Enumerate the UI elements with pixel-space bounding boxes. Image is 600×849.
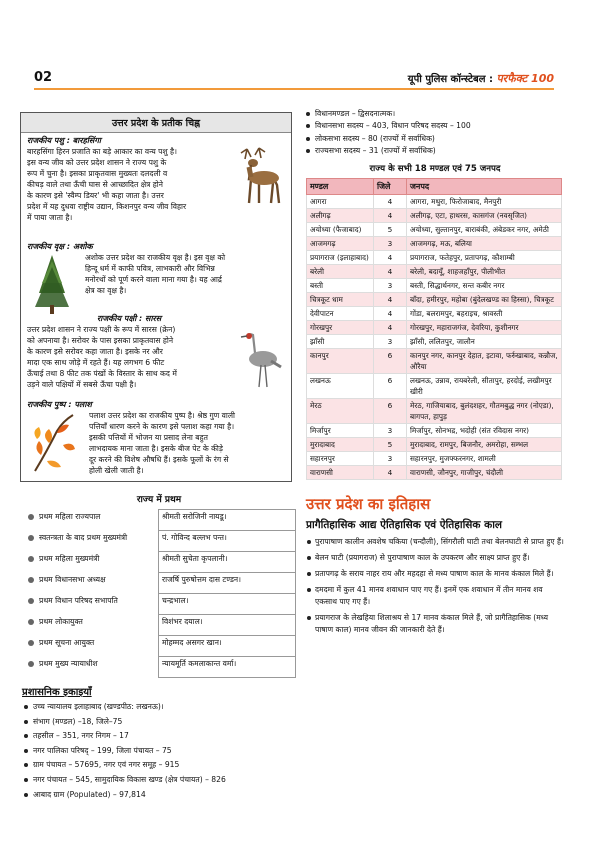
symbol-text: के कारण इसे 'स्वैम्प डियर' भी कहा जाता है। उत्तर bbox=[27, 191, 164, 200]
symbol-text: रूप में चुना है। इसका प्राकृतवास मुख्यतः दलदली व bbox=[27, 169, 168, 178]
symbol-text: पत्तियाँ धारण करने के कारण इसे पलाश कहा गया है। bbox=[89, 422, 235, 431]
firsts-label-cell bbox=[26, 615, 159, 636]
district-count: 6 bbox=[374, 373, 407, 398]
district-count: 3 bbox=[374, 236, 407, 250]
symbol-text: को अपनाया है। सरोवर के पास इसका प्राकृतवास होने bbox=[27, 336, 174, 345]
district-count: 6 bbox=[374, 348, 407, 373]
division-name: मेरठ bbox=[307, 398, 374, 423]
history-subheading: प्रागैतिहासिक आद्य ऐतिहासिक एवं ऐतिहासिक काल bbox=[306, 518, 503, 531]
division-row bbox=[307, 451, 562, 465]
symbol-text: प्रदेश में यह दुधवा राष्ट्रीय उद्यान, किशनपुर वन्य जीव विहार bbox=[27, 202, 187, 211]
symbol-text: इसकी पत्तियों में भोजन या प्रसाद लेना बहुत bbox=[89, 433, 209, 442]
district-count: 4 bbox=[374, 208, 407, 222]
column-header: मण्डल bbox=[307, 178, 374, 194]
book-title-text: यूपी पुलिस कॉन्स्टेबल : bbox=[407, 74, 493, 85]
bullet-icon bbox=[28, 640, 34, 646]
district-names: अयोध्या, सुल्तानपुर, बाराबंकी, अंबेडकर नगर, अमेठी bbox=[407, 222, 562, 236]
division-name: देवीपाटन bbox=[307, 306, 374, 320]
district-names: आगरा, मथुरा, फिरोजाबाद, मैनपुरी bbox=[407, 194, 562, 208]
district-count: 4 bbox=[374, 250, 407, 264]
district-count: 3 bbox=[374, 451, 407, 465]
firsts-value: विशंभर दयाल। bbox=[159, 615, 296, 636]
symbol-text: अशोक उत्तर प्रदेश का राजकीय वृक्ष है। इस वृक्ष को bbox=[85, 253, 226, 262]
symbol-text: कीचड़ वाले तथा ऊँची घास से आच्छादित क्षेत्र होने bbox=[27, 180, 163, 189]
district-count: 4 bbox=[374, 264, 407, 278]
division-row bbox=[307, 194, 562, 208]
bullet-icon bbox=[307, 616, 311, 620]
history-item-text: बेलन घाटी (प्रयागराज) से पुरापाषाण काल के उपकरण और साक्ष्य प्राप्त हुए हैं। bbox=[315, 552, 530, 562]
barasingha-deer-illustration bbox=[229, 145, 287, 207]
bullet-icon bbox=[28, 535, 34, 541]
bullet-icon bbox=[28, 514, 34, 520]
symbol-text: उत्तर प्रदेश शासन ने राज्य पक्षी के रूप में सारस (क्रेन) bbox=[27, 325, 176, 334]
symbol-text: हिन्दू धर्म में काफी पवित्र, लाभकारी और विभिन्न bbox=[85, 264, 215, 273]
division-name: मिर्जापुर bbox=[307, 423, 374, 437]
firsts-row bbox=[26, 636, 296, 657]
division-row bbox=[307, 437, 562, 451]
admin-item-text: नगर पंचायत – 545, सामुदायिक विकास खण्ड (क्षेत्र पंचायत) – 826 bbox=[33, 774, 226, 784]
symbol-animal bbox=[21, 135, 291, 239]
firsts-value: श्रीमती सरोजिनी नायडू। bbox=[159, 510, 296, 531]
symbol-text: होली खेली जाती है। bbox=[89, 466, 144, 475]
bullet-icon bbox=[306, 124, 310, 128]
district-count: 4 bbox=[374, 465, 407, 479]
district-names: आजमगढ़, मऊ, बलिया bbox=[407, 236, 562, 250]
firsts-label: प्रथम महिला मुख्यमंत्री bbox=[39, 553, 100, 563]
firsts-value: मोहम्मद असगर खान। bbox=[159, 636, 296, 657]
divisions-title: राज्य के सभी 18 मण्डल एवं 75 जनपद bbox=[369, 163, 501, 174]
division-name: बरेली bbox=[307, 264, 374, 278]
legislature-item-text: राज्यसभा सदस्य – 31 (राज्यों में सर्वाधिक) bbox=[315, 146, 436, 156]
firsts-table bbox=[26, 509, 296, 678]
symbol-text: मनोरथों को पूर्ण करने वाला माना गया है। यह आर्द्र bbox=[85, 275, 222, 284]
firsts-row bbox=[26, 531, 296, 552]
district-names: गोरखपुर, महाराजगंज, देवरिया, कुशीनगर bbox=[407, 320, 562, 334]
firsts-label-cell bbox=[26, 657, 159, 678]
firsts-label-cell bbox=[26, 636, 159, 657]
history-item bbox=[306, 568, 564, 580]
history-item bbox=[306, 536, 564, 548]
division-row bbox=[307, 320, 562, 334]
division-name: मुरादाबाद bbox=[307, 437, 374, 451]
symbol-flower bbox=[21, 399, 291, 477]
legislature-item bbox=[306, 120, 564, 132]
district-count: 3 bbox=[374, 278, 407, 292]
division-row bbox=[307, 373, 562, 398]
district-names: बाँदा, हमीरपुर, महोबा (बुंदेलखण्ड का हिस्सा), चित्रकूट bbox=[407, 292, 562, 306]
bullet-icon bbox=[307, 540, 311, 544]
header-rule bbox=[34, 88, 554, 90]
division-row bbox=[307, 278, 562, 292]
firsts-row bbox=[26, 510, 296, 531]
district-names: मिर्जापुर, सोनभद्र, भदोही (संत रविदास नगर) bbox=[407, 423, 562, 437]
bullet-icon bbox=[28, 619, 34, 625]
division-name: लखनऊ bbox=[307, 373, 374, 398]
district-count: 5 bbox=[374, 222, 407, 236]
history-list bbox=[306, 536, 564, 636]
district-names: बरेली, बदायूँ, शाहजहाँपुर, पीलीभीत bbox=[407, 264, 562, 278]
column-header: जिले bbox=[374, 178, 407, 194]
bullet-icon bbox=[307, 572, 311, 576]
symbol-text: दूर करने की विशेष औषधि हैं। इसके फूलों के रंग से bbox=[89, 455, 229, 464]
division-name: प्रयागराज (इलाहाबाद) bbox=[307, 250, 374, 264]
book-brand: परफैक्ट 100 bbox=[496, 72, 554, 85]
division-name: आगरा bbox=[307, 194, 374, 208]
admin-item bbox=[24, 729, 302, 744]
symbol-text: ऊँचाई तथा 8 फीट तक पंखों के विस्तार के साथ कद में bbox=[27, 369, 177, 378]
symbol-flower-heading: राजकीय पुष्प : पलाश bbox=[27, 400, 92, 409]
district-names: झाँसी, ललितपुर, जालौन bbox=[407, 334, 562, 348]
firsts-label-cell bbox=[26, 531, 159, 552]
division-row bbox=[307, 208, 562, 222]
column-header: जनपद bbox=[407, 178, 562, 194]
legislature-item-text: विधानमण्डल – द्विसदनात्मक। bbox=[315, 109, 396, 118]
admin-item bbox=[24, 715, 302, 730]
admin-item bbox=[24, 773, 302, 788]
symbol-text: पलाश उत्तर प्रदेश का राजकीय पुष्प है। श्रेष्ठ गुण वाली bbox=[89, 411, 235, 420]
symbol-bird bbox=[21, 313, 291, 397]
firsts-value: न्यायमूर्ति कमलाकान्त वर्मा। bbox=[159, 657, 296, 678]
district-names: सहारनपुर, मुजफ्फरनगर, शामली bbox=[407, 451, 562, 465]
division-name: अयोध्या (फैजाबाद) bbox=[307, 222, 374, 236]
symbol-text: उड़ने वाले पक्षियों में सबसे ऊँचा पक्षी है। bbox=[27, 380, 137, 389]
admin-item-text: नगर पालिका परिषद् – 199, जिला पंचायत – 75 bbox=[33, 745, 172, 755]
district-count: 5 bbox=[374, 437, 407, 451]
book-title bbox=[408, 71, 554, 86]
district-count: 4 bbox=[374, 292, 407, 306]
palash-flower-illustration bbox=[27, 411, 83, 475]
firsts-row bbox=[26, 573, 296, 594]
division-row bbox=[307, 236, 562, 250]
firsts-row bbox=[26, 657, 296, 678]
district-names: अलीगढ़, एटा, हाथरस, कासगंज (नवसृजित) bbox=[407, 208, 562, 222]
divisions-table bbox=[306, 178, 562, 480]
firsts-row bbox=[26, 615, 296, 636]
admin-heading: प्रशासनिक इकाइयाँ bbox=[22, 687, 92, 698]
symbol-text: के कारण इसे सरोवर कहा जाता है। इसके नर और bbox=[27, 347, 163, 356]
bullet-icon bbox=[24, 734, 28, 738]
firsts-label-cell bbox=[26, 573, 159, 594]
division-row bbox=[307, 250, 562, 264]
division-row bbox=[307, 292, 562, 306]
state-symbols-title: उत्तर प्रदेश के प्रतीक चिह्न bbox=[21, 113, 291, 133]
district-names: मेरठ, गाजियाबाद, बुलंदशहर, गौतमबुद्ध नगर (नोएडा), बागपत, हापुड़ bbox=[407, 398, 562, 423]
firsts-label: प्रथम विधान परिषद सभापति bbox=[39, 595, 118, 605]
division-name: बस्ती bbox=[307, 278, 374, 292]
division-row bbox=[307, 306, 562, 320]
symbol-animal-heading: राजकीय पशु : बारहसिंगा bbox=[27, 136, 101, 145]
admin-item-text: तहसील – 351, नगर निगम – 17 bbox=[33, 731, 129, 741]
admin-item bbox=[24, 758, 302, 773]
district-count: 4 bbox=[374, 306, 407, 320]
firsts-label-cell bbox=[26, 594, 159, 615]
firsts-value: पं. गोविन्द बल्लभ पन्त। bbox=[159, 531, 296, 552]
history-item-text: प्रयागराज के लेखहिया शिलाश्रय से 17 मानव कंकाल मिले हैं, जो प्रागैतिहासिक (मध्य पाषाण काल) मानव जीवन की जानकारी देते हैं। bbox=[315, 612, 549, 634]
history-item-text: पुरापाषाण कालीन अवशेष चकिया (चन्दौली), सिंगरौली घाटी तथा बेलनघाटी से प्राप्त हुए हैं। bbox=[315, 536, 564, 546]
division-name: अलीगढ़ bbox=[307, 208, 374, 222]
sarus-crane-illustration bbox=[235, 331, 285, 389]
legislature-item bbox=[306, 108, 564, 120]
history-item bbox=[306, 584, 564, 608]
legislature-item bbox=[306, 145, 564, 157]
left-column bbox=[16, 112, 302, 802]
division-row bbox=[307, 348, 562, 373]
district-names: लखनऊ, उन्नाव, रायबरेली, सीतापुर, हरदोई, लखीमपुर खीरी bbox=[407, 373, 562, 398]
division-row bbox=[307, 334, 562, 348]
symbol-bird-heading: राजकीय पक्षी : सारस bbox=[97, 314, 162, 323]
divisions-header-row bbox=[307, 178, 562, 194]
division-name: कानपुर bbox=[307, 348, 374, 373]
district-names: कानपुर नगर, कानपुर देहात, इटावा, फर्रुखाबाद, कन्नौज, औरैया bbox=[407, 348, 562, 373]
bullet-icon bbox=[24, 778, 28, 782]
district-names: बस्ती, सिद्धार्थनगर, सन्त कबीर नगर bbox=[407, 278, 562, 292]
legislature-list bbox=[306, 108, 564, 158]
history-item bbox=[306, 612, 564, 636]
firsts-label: प्रथम मुख्य न्यायाधीश bbox=[39, 658, 98, 668]
bullet-icon bbox=[24, 720, 28, 724]
symbol-text: लाभदायक माना जाता है। इसके बीज पेट के कीड़े bbox=[89, 444, 223, 453]
symbol-tree-heading: राजकीय वृक्ष : अशोक bbox=[27, 242, 93, 251]
bullet-icon bbox=[306, 137, 310, 141]
firsts-title: राज्य में प्रथम bbox=[136, 495, 182, 505]
history-heading: उत्तर प्रदेश का इतिहास bbox=[306, 494, 431, 513]
bullet-icon bbox=[28, 577, 34, 583]
bullet-icon bbox=[307, 556, 311, 560]
firsts-row bbox=[26, 552, 296, 573]
bullet-icon bbox=[24, 749, 28, 753]
symbol-text: में पाया जाता है। bbox=[27, 213, 73, 222]
admin-list bbox=[24, 700, 302, 802]
district-count: 3 bbox=[374, 334, 407, 348]
district-names: गोंडा, बलरामपुर, बहराइच, श्रावस्ती bbox=[407, 306, 562, 320]
firsts-row bbox=[26, 594, 296, 615]
history-item bbox=[306, 552, 564, 564]
firsts-label: प्रथम विधानसभा अध्यक्ष bbox=[39, 574, 106, 584]
division-row bbox=[307, 264, 562, 278]
admin-item bbox=[24, 700, 302, 715]
firsts-label: स्वतन्त्रता के बाद प्रथम मुख्यमंत्री bbox=[39, 532, 128, 542]
bullet-icon bbox=[28, 556, 34, 562]
bullet-icon bbox=[306, 112, 310, 116]
district-count: 6 bbox=[374, 398, 407, 423]
division-name: वाराणसी bbox=[307, 465, 374, 479]
legislature-item bbox=[306, 133, 564, 145]
division-row bbox=[307, 465, 562, 479]
admin-item-text: संभाग (मण्डल) –18, जिले–75 bbox=[33, 716, 123, 726]
firsts-value: राजर्षि पुरुषोत्तम दास टण्डन। bbox=[159, 573, 296, 594]
symbol-tree bbox=[21, 241, 291, 303]
state-symbols-box bbox=[20, 112, 292, 482]
symbol-text: क्षेत्र का वृक्ष है। bbox=[85, 286, 127, 295]
bullet-icon bbox=[24, 705, 28, 709]
symbol-text: मादा एक साथ जोड़े में रहते हैं। यह लगभग 6 फीट bbox=[27, 358, 165, 367]
district-names: प्रयागराज, फतेहपुर, प्रतापगढ़, कौशाम्बी bbox=[407, 250, 562, 264]
history-item-text: प्रतापगढ़ के सराय नाहर राय और महदहा से मध्य पाषाण काल के मानव कंकाल मिले हैं। bbox=[315, 568, 554, 578]
admin-item-text: उच्च न्यायालय इलाहाबाद (खण्डपीठ: लखनऊ)। bbox=[33, 702, 164, 711]
district-count: 4 bbox=[374, 320, 407, 334]
admin-item bbox=[24, 744, 302, 759]
firsts-value: श्रीमती सुचेता कृपलानी। bbox=[159, 552, 296, 573]
bullet-icon bbox=[307, 588, 311, 592]
admin-item bbox=[24, 788, 302, 803]
bullet-icon bbox=[24, 793, 28, 797]
division-row bbox=[307, 222, 562, 236]
history-item-text: दमदमा में कुल 41 मानव शवाधान पाए गए हैं। इनमें एक शवाधान में तीन मानव शव एकसाथ पाए गए हैं। bbox=[315, 584, 543, 606]
district-count: 3 bbox=[374, 423, 407, 437]
ashoka-tree-illustration bbox=[29, 253, 75, 315]
bullet-icon bbox=[24, 763, 28, 767]
firsts-label: प्रथम लोकायुक्त bbox=[39, 616, 83, 626]
legislature-item-text: विधानसभा सदस्य – 403, विधान परिषद सदस्य – 100 bbox=[315, 121, 471, 131]
district-names: वाराणसी, जौनपुर, गाजीपुर, चंदौली bbox=[407, 465, 562, 479]
firsts-label-cell bbox=[26, 552, 159, 573]
firsts-label-cell bbox=[26, 510, 159, 531]
district-names: मुरादाबाद, रामपुर, बिजनौर, अमरोहा, सम्भल bbox=[407, 437, 562, 451]
division-name: चित्रकूट धाम bbox=[307, 292, 374, 306]
division-row bbox=[307, 423, 562, 437]
division-name: झाँसी bbox=[307, 334, 374, 348]
symbol-text: बारहसिंगा हिरन प्रजाति का बड़े आकार का वन्य पशु है। bbox=[27, 147, 177, 156]
division-name: आजमगढ़ bbox=[307, 236, 374, 250]
district-count: 4 bbox=[374, 194, 407, 208]
legislature-item-text: लोकसभा सदस्य – 80 (राज्यों में सर्वाधिक) bbox=[315, 133, 435, 143]
bullet-icon bbox=[28, 661, 34, 667]
page-header bbox=[0, 66, 600, 90]
right-column bbox=[306, 108, 564, 640]
symbol-text: इस वन्य जीव को उत्तर प्रदेश शासन ने राज्य पशु के bbox=[27, 158, 167, 167]
firsts-label: प्रथम सूचना आयुक्त bbox=[39, 637, 95, 647]
division-row bbox=[307, 398, 562, 423]
division-name: सहारनपुर bbox=[307, 451, 374, 465]
division-name: गोरखपुर bbox=[307, 320, 374, 334]
bullet-icon bbox=[306, 149, 310, 153]
page-number: 02 bbox=[34, 70, 53, 85]
firsts-label: प्रथम महिला राज्यपाल bbox=[39, 511, 101, 521]
admin-item-text: ग्राम पंचायत – 57695, नगर एवं नगर समूह – 915 bbox=[33, 760, 180, 770]
firsts-value: चन्द्रभाल। bbox=[159, 594, 296, 615]
admin-item-text: आबाद ग्राम (Populated) – 97,814 bbox=[33, 789, 146, 799]
bullet-icon bbox=[28, 598, 34, 604]
